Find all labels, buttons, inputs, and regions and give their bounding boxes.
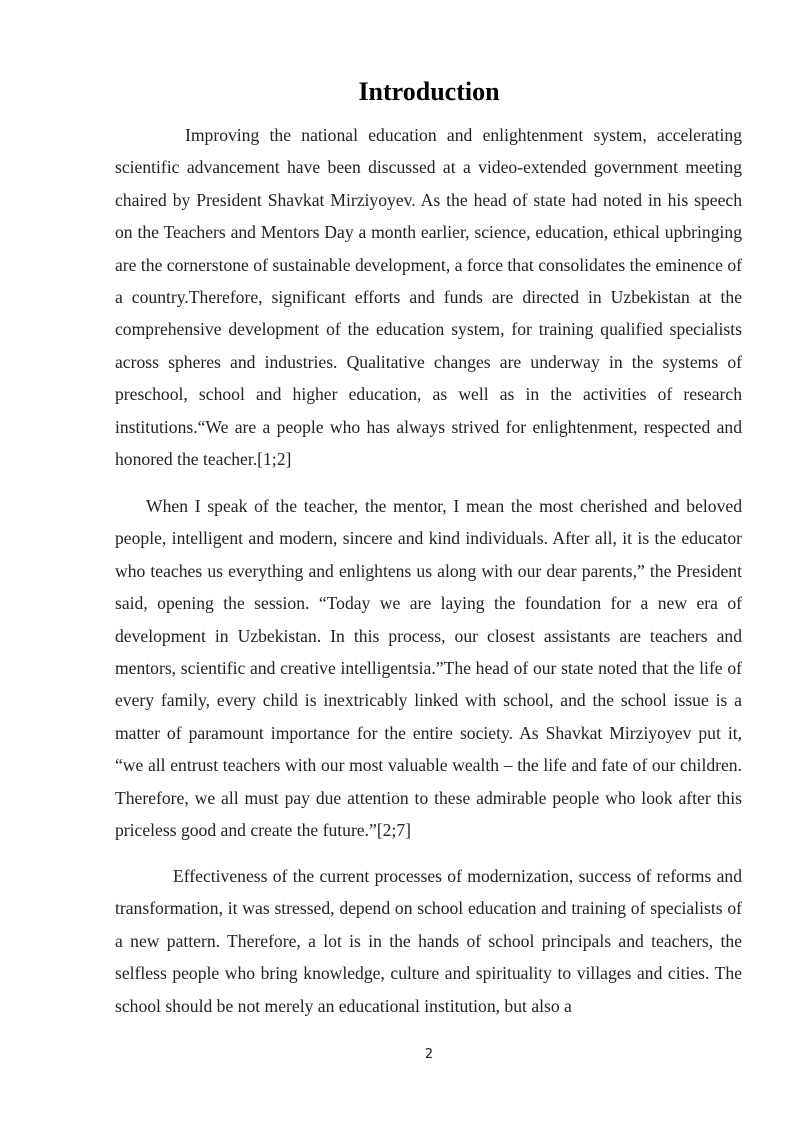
paragraph-2: When I speak of the teacher, the mentor, I mean the most cherished and beloved people, intelligent and modern, sincere and kind individuals. After all, it is the educator who teaches us everything and enlightens us along with our dear parents,” the President said, opening the session. “Today we are laying the foundation for a new era of development in Uzbekistan. In this process, our closest assistants are teachers and mentors, scientific and creative intelligentsia.”The head of our state noted that the life of every family, every child is inextricably linked with school, and the school issue is a matter of paramount importance for the entire society. As Shavkat Mirziyoyev put it, “we all entrust teachers with our most valuable wealth – the life and fate of our children. Therefore, we all must pay due attention to these admirable people who look after this priceless good and create the future.”[2;7] (115, 496, 742, 841)
paragraph-3: Effectiveness of the current processes of modernization, success of reforms and transformation, it was stressed, depend on school education and training of specialists of a new pattern. Therefore, a lot is in the hands of school principals and teachers, the selfless people who bring knowledge, culture and spirituality to villages and cities. The school should be not merely an educational institution, but also a (115, 866, 742, 1016)
page-number: 2 (424, 1047, 434, 1062)
paragraph-1: Improving the national education and enlightenment system, accelerating scientific advancement have been discussed at a video-extended government meeting chaired by President Shavkat Mirziyoyev. As the head of state had noted in his speech on the Teachers and Mentors Day a month earlier, science, education, ethical upbringing are the cornerstone of sustainable development, a force that consolidates the eminence of a country.Therefore, significant efforts and funds are directed in Uzbekistan at the comprehensive development of the education system, for training qualified specialists across spheres and industries. Qualitative changes are underway in the systems of preschool, school and higher education, as well as in the activities of research institutions.“We are a people who has always strived for enlightenment, respected and honored the teacher.[1;2] (115, 125, 742, 470)
page-title: Introduction (358, 77, 500, 106)
